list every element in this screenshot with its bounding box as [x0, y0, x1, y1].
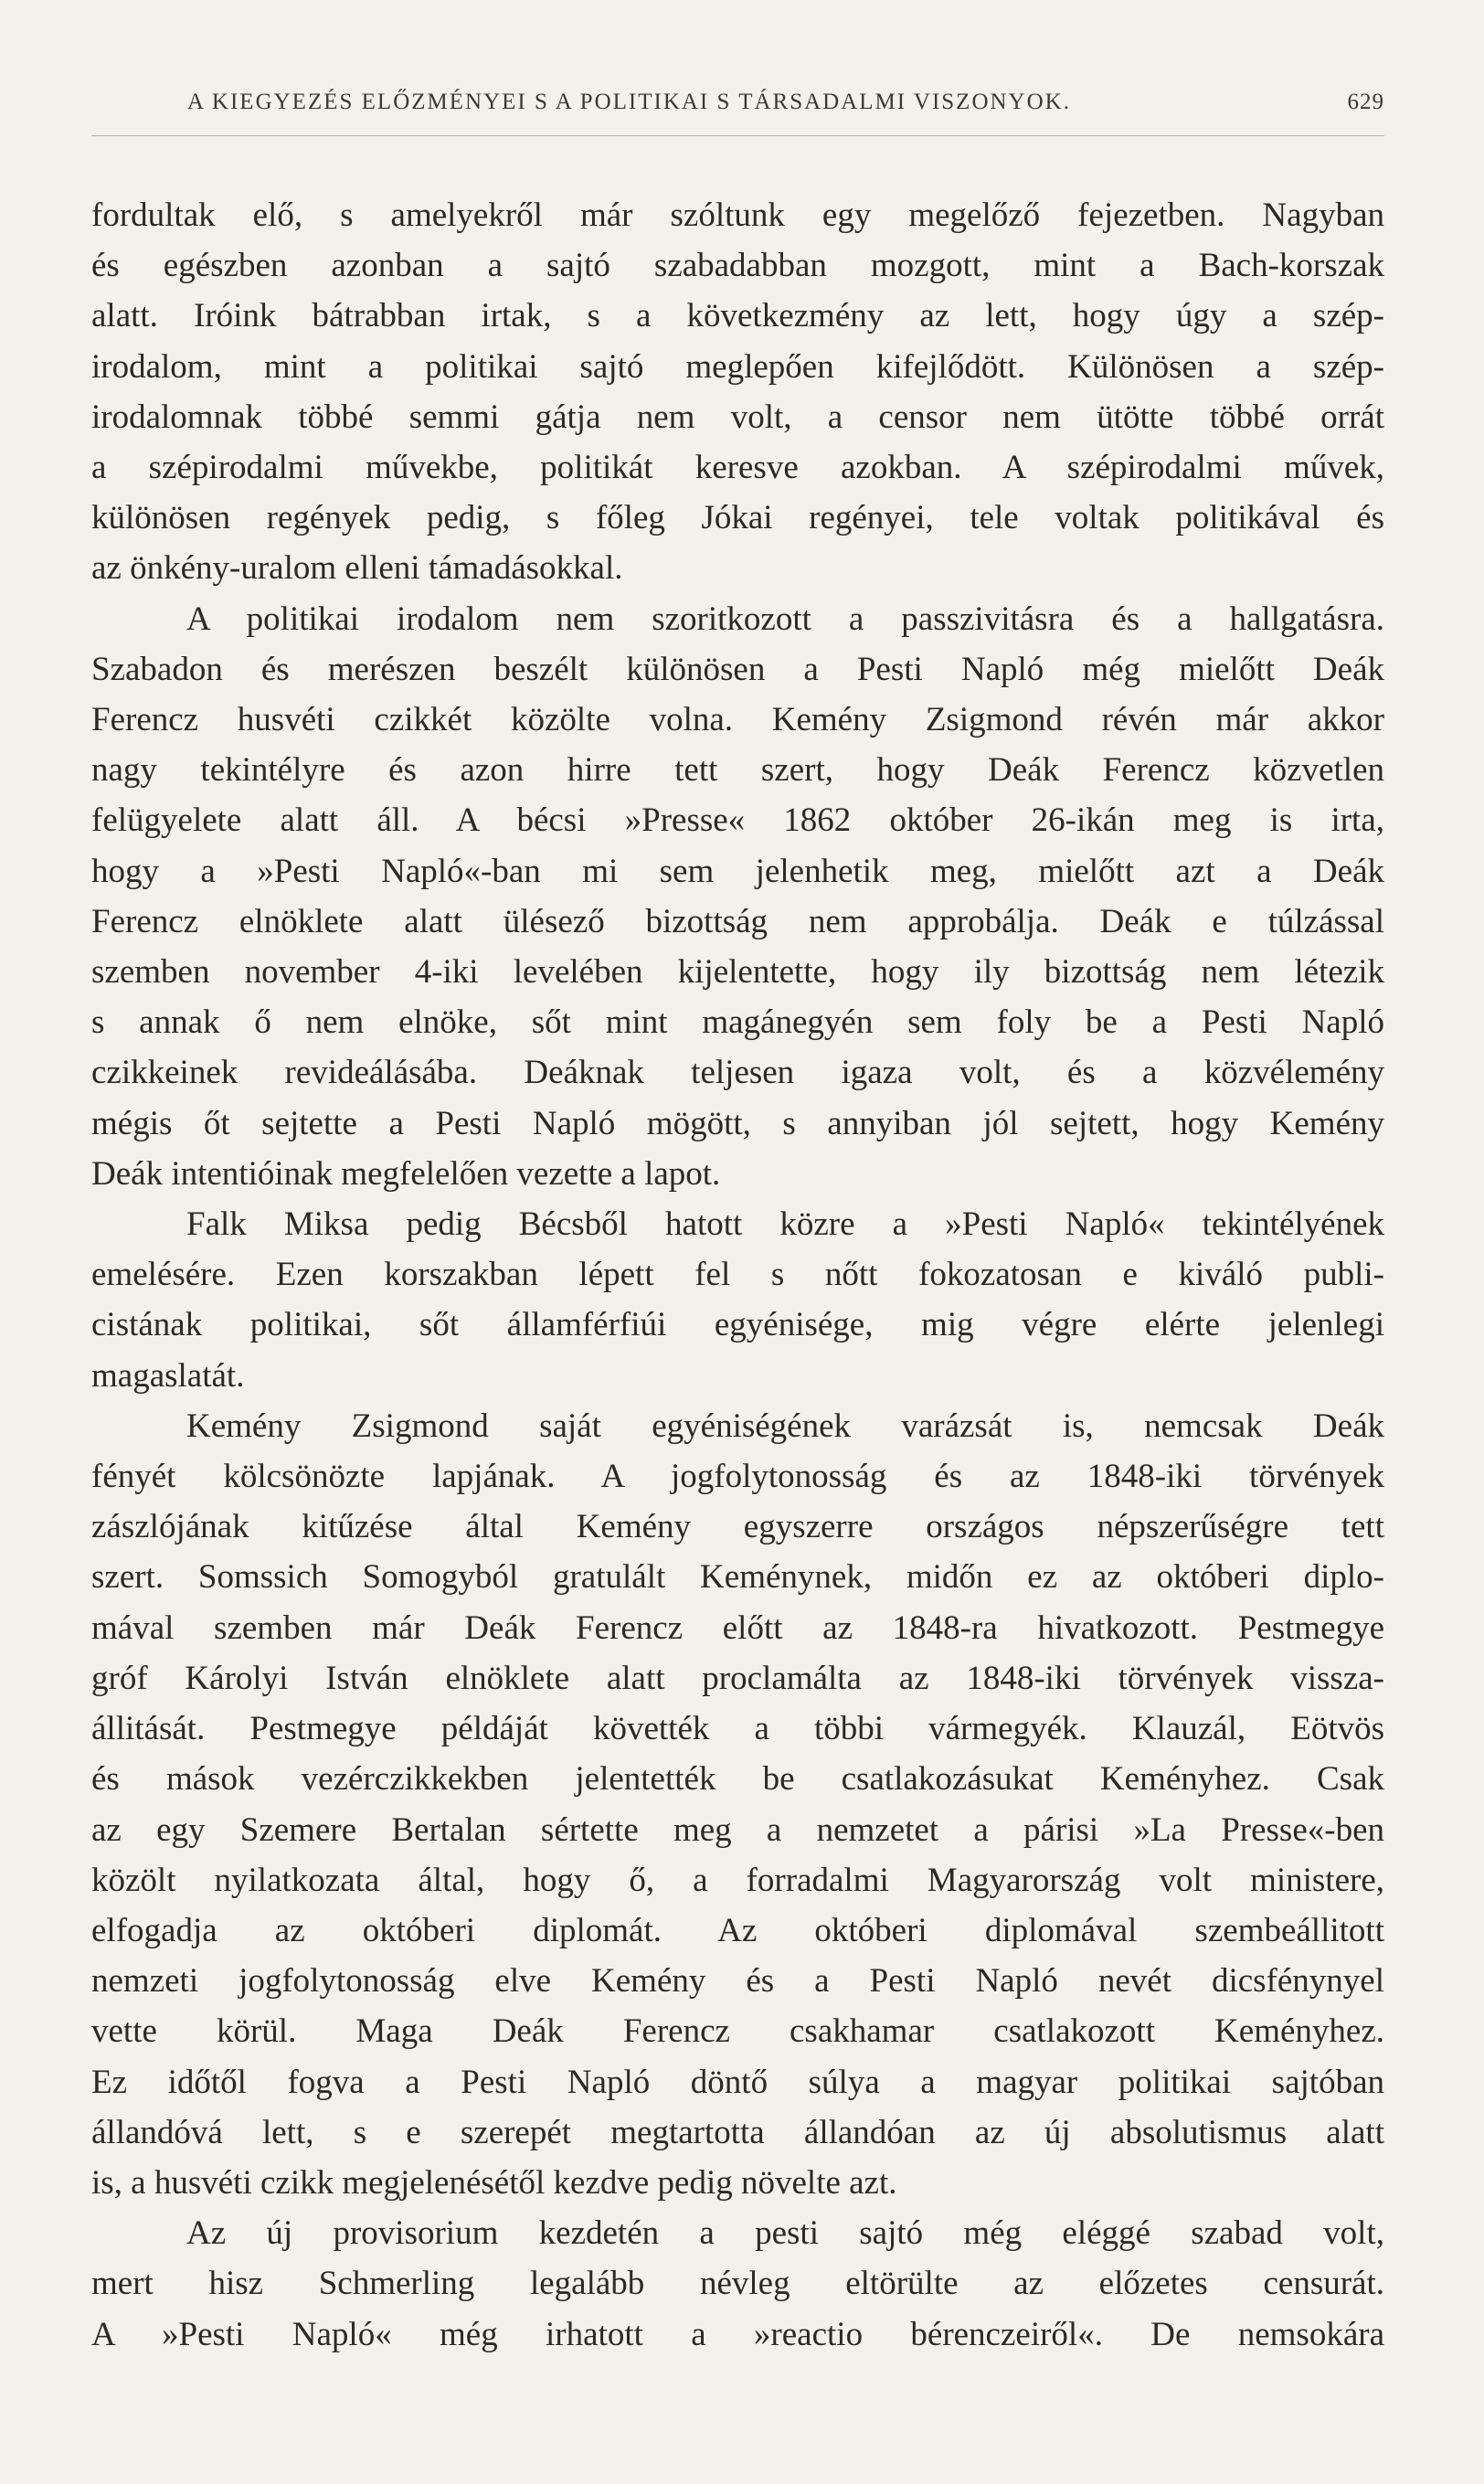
text-line: különösen regények pedig, s főleg Jókai regényei, tele voltak politikával és	[91, 499, 1384, 537]
paragraph-1	[91, 190, 1384, 594]
text-line: gróf Károlyi István elnöklete alatt proclamálta az 1848-iki törvények vissza-	[91, 1659, 1384, 1697]
paragraph-4	[91, 1401, 1384, 2208]
text-line: Az új provisorium kezdetén a pesti sajtó még eléggé szabad volt,	[186, 2214, 1384, 2253]
text-line: szert. Somssich Somogyból gratulált Keménynek, midőn ez az októberi diplo-	[91, 1558, 1384, 1597]
text-line: Ez időtől fogva a Pesti Napló döntő súlya a magyar politikai sajtóban	[91, 2063, 1384, 2101]
paragraph-5	[91, 2208, 1384, 2360]
text-line: Ferencz elnöklete alatt ülésező bizottság nem approbálja. Deák e túlzással	[91, 902, 1384, 940]
text-line: állandóvá lett, s e szerepét megtartotta állandóan az új absolutismus alatt	[91, 2113, 1384, 2151]
text-line: Szabadon és merészen beszélt különösen a Pesti Napló még mielőtt Deák	[91, 650, 1384, 688]
text-line: A »Pesti Napló« még irhatott a »reactio bérenczeiről«. De nemsokára	[91, 2315, 1384, 2353]
text-line: közölt nyilatkozata által, hogy ő, a forradalmi Magyarország volt ministere,	[91, 1861, 1384, 1899]
text-line: felügyelete alatt áll. A bécsi »Presse« 1862 október 26-ikán meg is irta,	[91, 801, 1384, 840]
text-line: irodalom, mint a politikai sajtó meglepően kifejlődött. Különösen a szép-	[91, 347, 1384, 386]
text-line: cistának politikai, sőt államférfiúi egyénisége, mig végre elérte jelenlegi	[91, 1306, 1384, 1344]
text-line: elfogadja az októberi diplomát. Az októberi diplomával szembeállitott	[91, 1911, 1384, 1949]
paragraph-3	[91, 1199, 1384, 1401]
text-line: magaslatát.	[91, 1356, 245, 1395]
text-line: mert hisz Schmerling legalább névleg eltörülte az előzetes censurát.	[91, 2265, 1384, 2303]
text-line: irodalomnak többé semmi gátja nem volt, a censor nem ütötte többé orrát	[91, 398, 1384, 436]
running-header	[187, 90, 1384, 115]
text-line: vette körül. Maga Deák Ferencz csakhamar csatlakozott Keményhez.	[91, 2012, 1384, 2051]
paragraph-2	[91, 594, 1384, 1199]
text-line: Ferencz husvéti czikkét közölte volna. Kemény Zsigmond révén már akkor	[91, 701, 1384, 739]
text-line: s annak ő nem elnöke, sőt mint magánegyén sem foly be a Pesti Napló	[91, 1003, 1384, 1042]
text-line: mégis őt sejtette a Pesti Napló mögött, s annyiban jól sejtett, hogy Kemény	[91, 1104, 1384, 1142]
text-line: állitását. Pestmegye példáját követték a többi vármegyék. Klauzál, Eötvös	[91, 1710, 1384, 1748]
text-line: zászlójának kitűzése által Kemény egyszerre országos népszerűségre tett	[91, 1508, 1384, 1546]
text-line: és mások vezérczikkekben jelentették be csatlakozásukat Keményhez. Csak	[91, 1760, 1384, 1799]
text-line: nemzeti jogfolytonosság elve Kemény és a Pesti Napló nevét dicsfénynyel	[91, 1962, 1384, 2001]
text-line: az egy Szemere Bertalan sértette meg a nemzetet a párisi »La Presse«-ben	[91, 1810, 1384, 1849]
text-line: emelésére. Ezen korszakban lépett fel s nőtt fokozatosan e kiváló publi-	[91, 1256, 1384, 1294]
text-line: hogy a »Pesti Napló«-ban mi sem jelenhetik meg, mielőtt azt a Deák	[91, 852, 1384, 890]
text-line: mával szemben már Deák Ferencz előtt az 1848-ra hivatkozott. Pestmegye	[91, 1608, 1384, 1647]
text-line: Deák intentióinak megfelelően vezette a lapot.	[91, 1154, 721, 1193]
text-line: Kemény Zsigmond saját egyéniségének varázsát is, nemcsak Deák	[186, 1407, 1384, 1445]
body-text	[91, 190, 1384, 2360]
text-line: az önkény-uralom elleni támadásokkal.	[91, 549, 623, 588]
page-number: 629	[1347, 90, 1384, 114]
text-line: is, a husvéti czikk megjelenésétől kezdve pedig növelte azt.	[91, 2163, 897, 2202]
text-line: fényét kölcsönözte lapjának. A jogfolytonosság és az 1848-iki törvények	[91, 1458, 1384, 1496]
running-title: A KIEGYEZÉS ELŐZMÉNYEI S A POLITIKAI S TÁRSADALMI VISZONYOK.	[187, 90, 1071, 114]
text-line: és egészben azonban a sajtó szabadabban mozgott, mint a Bach-korszak	[91, 247, 1384, 285]
text-line: szemben november 4-iki levelében kijelentette, hogy ily bizottság nem létezik	[91, 953, 1384, 992]
text-line: a szépirodalmi művekbe, politikát keresve azokban. A szépirodalmi művek,	[91, 449, 1384, 487]
text-line: A politikai irodalom nem szoritkozott a passzivitásra és a hallgatásra.	[186, 600, 1384, 638]
text-line: alatt. Iróink bátrabban irtak, s a következmény az lett, hogy úgy a szép-	[91, 297, 1384, 335]
text-line: fordultak elő, s amelyekről már szóltunk egy megelőző fejezetben. Nagyban	[91, 196, 1384, 234]
text-line: nagy tekintélyre és azon hirre tett szert, hogy Deák Ferencz közvetlen	[91, 751, 1384, 790]
header-rule	[91, 135, 1384, 136]
text-line: czikkeinek revideálásába. Deáknak teljesen igaza volt, és a közvélemény	[91, 1054, 1384, 1092]
text-line: Falk Miksa pedig Bécsből hatott közre a »Pesti Napló« tekintélyének	[186, 1205, 1384, 1244]
